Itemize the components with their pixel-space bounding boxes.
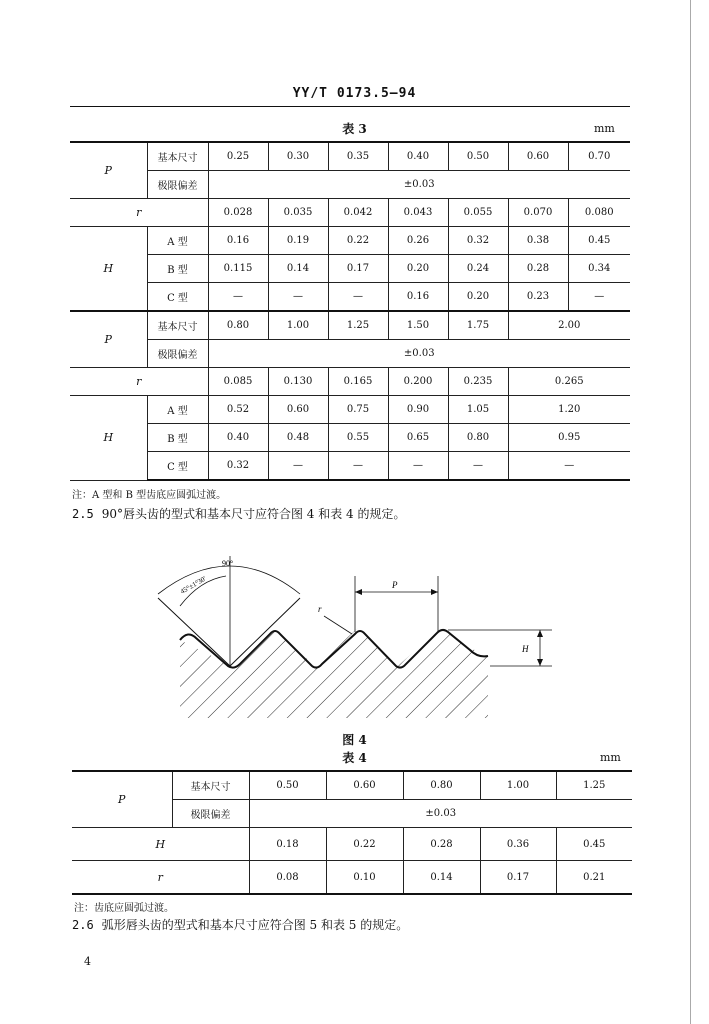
- type-c-label: C 型: [147, 283, 208, 312]
- table-cell: 0.085: [208, 368, 268, 396]
- table-cell: 0.21: [556, 861, 632, 895]
- type-b-label: B 型: [147, 424, 208, 452]
- table3-row-p-tol: [70, 171, 630, 199]
- table3-unit: mm: [594, 122, 615, 135]
- p-symbol: P: [70, 142, 147, 199]
- table-cell: 0.19: [268, 227, 328, 255]
- table3-row2-p-basic: [70, 311, 630, 340]
- table-cell: 0.25: [208, 142, 268, 171]
- table-cell: 0.130: [268, 368, 328, 396]
- r-symbol: r: [72, 861, 249, 895]
- basic-size-label: 基本尺寸: [147, 311, 208, 340]
- table-cell: 0.55: [328, 424, 388, 452]
- table4-note: 注：齿底应圆弧过渡。: [74, 903, 174, 914]
- table-cell: 1.75: [448, 311, 508, 340]
- table-cell: —: [388, 452, 448, 481]
- table-cell: 0.14: [268, 255, 328, 283]
- r-symbol: r: [70, 368, 208, 396]
- table-cell: —: [268, 283, 328, 312]
- table-cell: —: [328, 283, 388, 312]
- table-cell: 0.165: [328, 368, 388, 396]
- basic-size-label: 基本尺寸: [172, 771, 249, 800]
- table-cell: 0.17: [328, 255, 388, 283]
- table-cell: 0.45: [568, 227, 630, 255]
- table-cell: 0.80: [403, 771, 480, 800]
- table4-row-h: [72, 828, 632, 861]
- tolerance-value: ±0.03: [208, 171, 630, 199]
- table-cell: 0.40: [388, 142, 448, 171]
- clause-number: 2.6: [72, 918, 94, 932]
- table-cell: 0.22: [328, 227, 388, 255]
- table-cell: 0.24: [448, 255, 508, 283]
- table-cell: 0.043: [388, 199, 448, 227]
- r-symbol: r: [70, 199, 208, 227]
- table-cell: 0.28: [403, 828, 480, 861]
- table-cell: 0.32: [208, 452, 268, 481]
- table-cell: 0.18: [249, 828, 326, 861]
- table-cell: 0.17: [480, 861, 556, 895]
- table-cell: 0.16: [208, 227, 268, 255]
- table-cell: 0.38: [508, 227, 568, 255]
- table-cell: 1.00: [480, 771, 556, 800]
- table-cell: 0.115: [208, 255, 268, 283]
- table-cell: 0.055: [448, 199, 508, 227]
- table-cell: 1.25: [328, 311, 388, 340]
- page-number: 4: [84, 955, 91, 968]
- table-cell: 0.95: [508, 424, 630, 452]
- tolerance-label: 极限偏差: [147, 340, 208, 368]
- table-cell: 2.00: [508, 311, 630, 340]
- table-cell: 0.90: [388, 396, 448, 424]
- table-cell: 1.25: [556, 771, 632, 800]
- table3-row-h-a: [70, 227, 630, 255]
- type-a-label: A 型: [147, 396, 208, 424]
- header-rule: [70, 106, 630, 107]
- table-cell: 0.40: [208, 424, 268, 452]
- table-cell: 0.70: [568, 142, 630, 171]
- table-cell: 0.14: [403, 861, 480, 895]
- table-cell: 0.200: [388, 368, 448, 396]
- table3-row2-p-tol: [70, 340, 630, 368]
- table4-row-p-basic: [72, 771, 632, 800]
- table-cell: 0.28: [508, 255, 568, 283]
- table-cell: 0.50: [448, 142, 508, 171]
- table-cell: 0.80: [448, 424, 508, 452]
- table3-row2-r: [70, 368, 630, 396]
- figure4-drawing: [140, 548, 580, 718]
- table-cell: 1.20: [508, 396, 630, 424]
- h-symbol: H: [70, 227, 147, 312]
- p-label: P: [392, 580, 398, 590]
- r-leader: [324, 616, 352, 634]
- table3: [70, 141, 630, 481]
- tolerance-label: 极限偏差: [172, 800, 249, 828]
- table-cell: —: [508, 452, 630, 481]
- clause-2-5: [72, 505, 406, 522]
- table-cell: 0.34: [568, 255, 630, 283]
- table-cell: 0.235: [448, 368, 508, 396]
- clause-number: 2.5: [72, 507, 94, 521]
- table-cell: 0.16: [388, 283, 448, 312]
- table-cell: 0.30: [268, 142, 328, 171]
- tolerance-label: 极限偏差: [147, 171, 208, 199]
- table-cell: 0.65: [388, 424, 448, 452]
- table-cell: 0.45: [556, 828, 632, 861]
- table-cell: 0.265: [508, 368, 630, 396]
- table4-row-r: [72, 861, 632, 895]
- table-cell: 0.035: [268, 199, 328, 227]
- table-cell: 1.50: [388, 311, 448, 340]
- table-cell: 0.23: [508, 283, 568, 312]
- table-cell: 0.20: [388, 255, 448, 283]
- table-cell: 0.028: [208, 199, 268, 227]
- table-cell: 0.070: [508, 199, 568, 227]
- h-label: H: [522, 644, 529, 654]
- table-cell: —: [328, 452, 388, 481]
- table-cell: 0.75: [328, 396, 388, 424]
- table-cell: 0.50: [249, 771, 326, 800]
- table-cell: 0.20: [448, 283, 508, 312]
- hatched-body: [140, 548, 580, 718]
- h-symbol: H: [72, 828, 249, 861]
- table-cell: 0.60: [268, 396, 328, 424]
- table-cell: 0.36: [480, 828, 556, 861]
- h-symbol: H: [70, 396, 147, 481]
- figure4-caption: 图 4: [342, 733, 367, 747]
- table3-row-h-b: [70, 255, 630, 283]
- table4-unit: mm: [600, 751, 621, 764]
- table-cell: —: [448, 452, 508, 481]
- table3-caption: 表 3: [342, 122, 367, 136]
- clause-text: 90°唇头齿的型式和基本尺寸应符合图 4 和表 4 的规定。: [101, 507, 406, 521]
- table3-note: 注：A 型和 B 型齿底应圆弧过渡。: [72, 490, 227, 501]
- table-cell: —: [568, 283, 630, 312]
- half-angle-label: 45°±1°30′: [179, 574, 208, 596]
- clause-2-6: [72, 916, 408, 933]
- table-cell: 0.52: [208, 396, 268, 424]
- p-symbol: P: [70, 311, 147, 368]
- tolerance-value: ±0.03: [208, 340, 630, 368]
- table3-row-h-c: [70, 283, 630, 312]
- standard-header: YY/T 0173.5—94: [292, 86, 417, 101]
- table-cell: 0.26: [388, 227, 448, 255]
- table-cell: 0.042: [328, 199, 388, 227]
- table3-row2-h-b: [70, 424, 630, 452]
- type-c-label: C 型: [147, 452, 208, 481]
- table-cell: 0.60: [508, 142, 568, 171]
- type-b-label: B 型: [147, 255, 208, 283]
- basic-size-label: 基本尺寸: [147, 142, 208, 171]
- table-cell: 0.80: [208, 311, 268, 340]
- table-cell: 0.32: [448, 227, 508, 255]
- clause-text: 弧形唇头齿的型式和基本尺寸应符合图 5 和表 5 的规定。: [101, 918, 409, 932]
- tolerance-value: ±0.03: [249, 800, 632, 828]
- table-cell: 1.05: [448, 396, 508, 424]
- table-cell: 0.35: [328, 142, 388, 171]
- type-a-label: A 型: [147, 227, 208, 255]
- table4-caption: 表 4: [342, 751, 367, 765]
- table3-row-r: [70, 199, 630, 227]
- p-symbol: P: [72, 771, 172, 828]
- angle-90-label: 90°: [222, 559, 234, 568]
- table3-row2-h-a: [70, 396, 630, 424]
- page-edge-line: [690, 0, 691, 1024]
- table-cell: 0.080: [568, 199, 630, 227]
- table-cell: 0.60: [326, 771, 403, 800]
- r-label: r: [318, 604, 322, 614]
- table3-row-p-basic: [70, 142, 630, 171]
- table-cell: 1.00: [268, 311, 328, 340]
- table-cell: 0.08: [249, 861, 326, 895]
- table-cell: 0.48: [268, 424, 328, 452]
- table-cell: 0.22: [326, 828, 403, 861]
- table-cell: —: [208, 283, 268, 312]
- table4: [72, 770, 632, 895]
- table-cell: —: [268, 452, 328, 481]
- table3-row2-h-c: [70, 452, 630, 481]
- table-cell: 0.10: [326, 861, 403, 895]
